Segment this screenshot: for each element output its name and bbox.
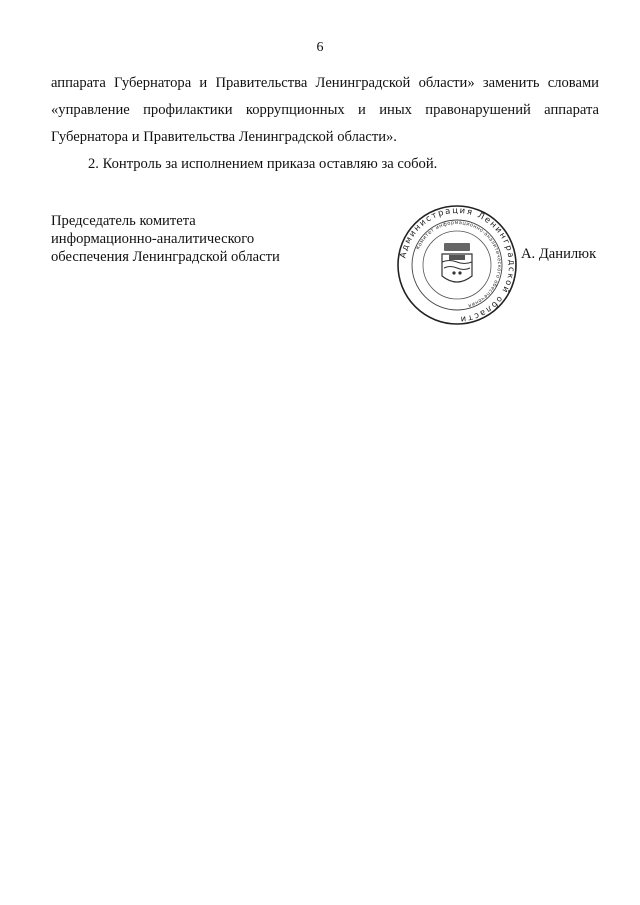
- signatory-title-line: Председатель комитета: [51, 213, 196, 229]
- signatory-title-line: обеспечения Ленинградской области: [51, 249, 280, 265]
- page-number: 6: [316, 40, 324, 55]
- signer-name: А. Данилюк: [521, 246, 597, 262]
- paragraph-amendment: аппарата Губернатора и Правительства Ленинградской области» заменить словами «управление профилактики коррупционных и иных правонарушений аппарата Губернатора и Правительства Ленинградской области».: [51, 75, 599, 145]
- seal-outer-text: Администрация Ленинградской области: [397, 204, 518, 326]
- coat-of-arms-icon: [442, 243, 472, 282]
- seal-inner-text: Комитет информационно-аналитического обеспечения: [415, 219, 503, 309]
- official-seal-icon: [396, 204, 518, 326]
- signatory-title: [51, 212, 280, 266]
- document-body: [51, 70, 599, 178]
- paragraph-control: 2. Контроль за исполнением приказа оставляю за собой.: [88, 156, 438, 172]
- signatory-title-line: информационно-аналитического: [51, 231, 255, 247]
